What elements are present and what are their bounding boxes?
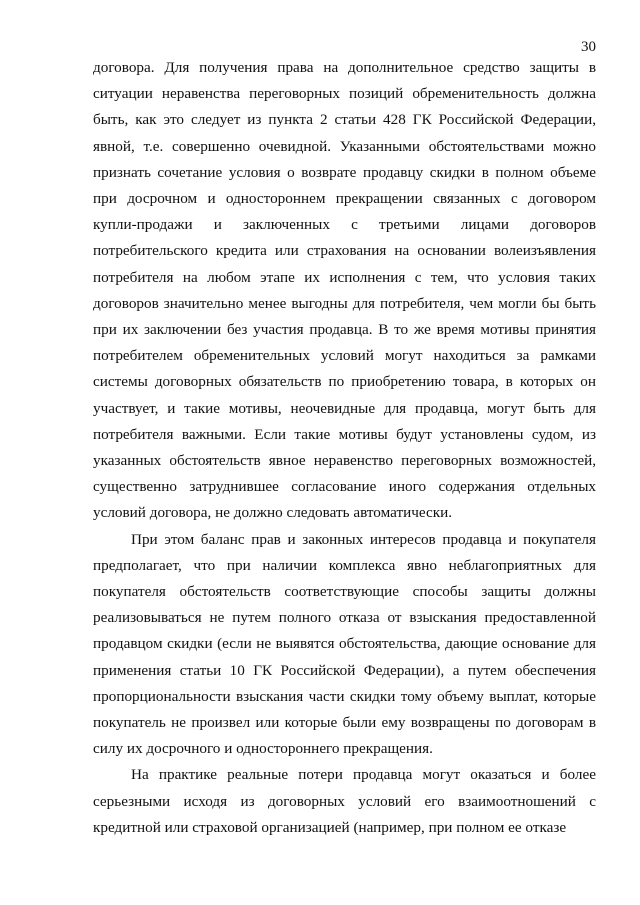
page-number: 30 [581, 39, 596, 55]
document-body [93, 55, 596, 841]
paragraph-3: На практике реальные потери продавца могут оказаться и более серьезными исходя из договорных условий его взаимоотношений с кредитной или страховой организацией (например, при полном ее отказе [93, 766, 596, 836]
paragraph-2: При этом баланс прав и законных интересов продавца и покупателя предполагает, что при наличии комплекса явно неблагоприятных для покупателя обстоятельств соответствующие способы защиты должны реализовываться не путем полного отказа от взыскания предоставленной продавцом скидки (если не выявятся обстоятельства, дающие основание для применения статьи 10 ГК Российской Федерации), а путем обеспечения пропорциональности взыскания части скидки тому объему выплат, которые покупатель не произвел или которые были ему возвращены по договорам в силу их досрочного и одностороннего прекращения. [93, 530, 596, 758]
paragraph-1: договора. Для получения права на дополнительное средство защиты в ситуации неравенства переговорных позиций обременительность должна быть, как это следует из пункта 2 статьи 428 ГК Российской Федерации, явной, т.е. совершенно очевидной. Указанными обстоятельствами можно признать сочетание условия о возврате продавцу скидки в полном объеме при досрочном и одностороннем прекращении связанных с договором купли-продажи и заключенных с третьими лицами договоров потребительского кредита или страхования на основании волеизъявления потребителя на любом этапе их исполнения с тем, что условия таких договоров значительно менее выгодны для потребителя, чем могли бы быть при их заключении без участия продавца. В то же время мотивы принятия потребителем обременительных условий могут находиться за рамками системы договорных обязательств по приобретению товара, в которых он участвует, и такие мотивы, неочевидные для продавца, могут быть для потребителя важными. Если такие мотивы будут установлены судом, из указанных обстоятельств явное неравенство переговорных возможностей, существенно затруднившее согласование иного содержания отдельных условий договора, не должно следовать автоматически. [93, 59, 596, 522]
